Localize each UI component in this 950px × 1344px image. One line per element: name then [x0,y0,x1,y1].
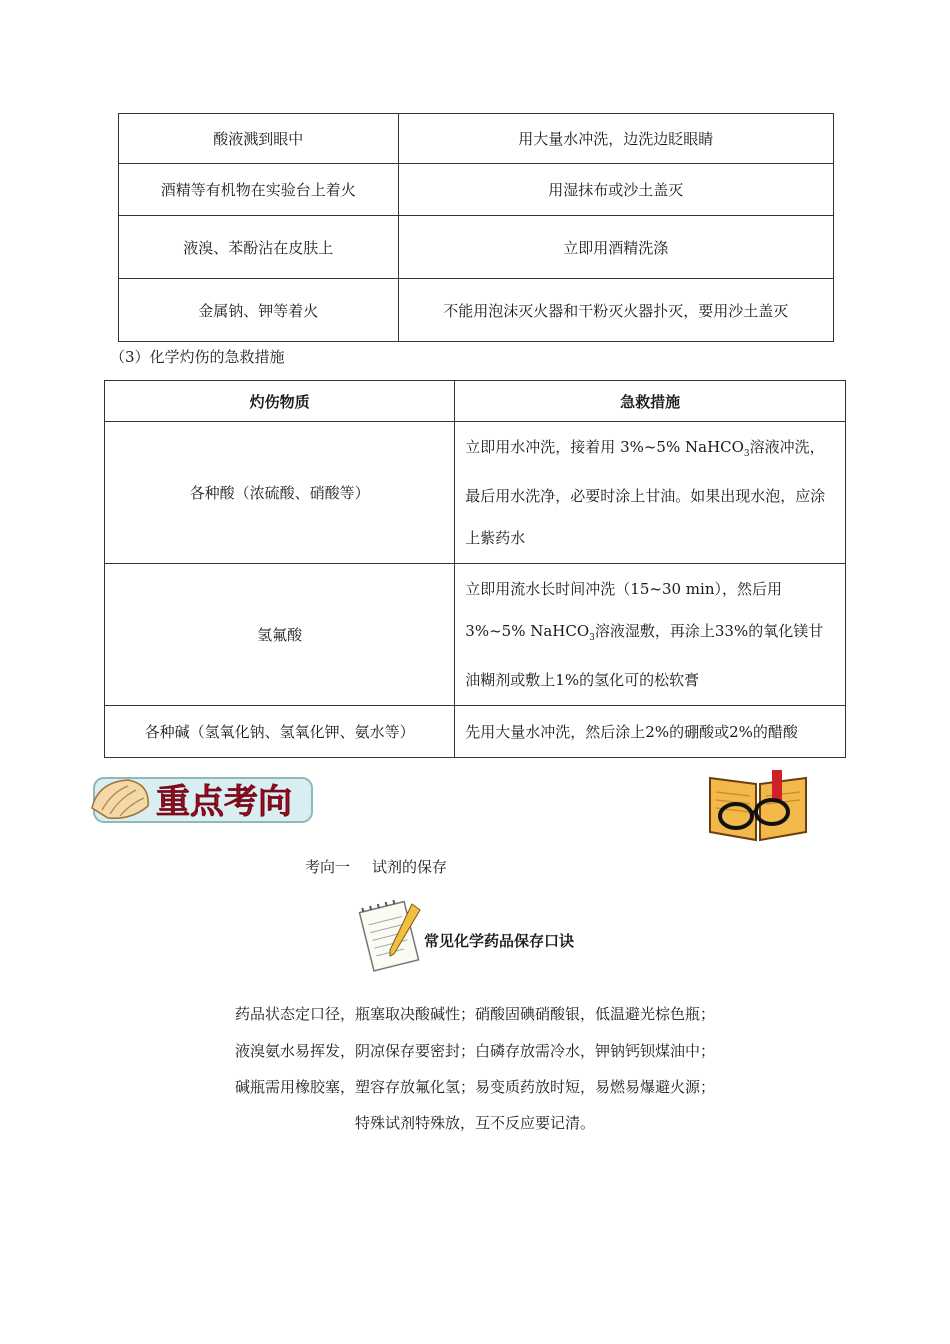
table-cell [455,564,846,706]
topic-title: 试剂的保存 [372,858,448,876]
table-cell [455,706,846,758]
table-cell: 用大量水冲洗，边洗边眨眼睛 [398,114,833,164]
table-row [105,422,846,564]
table-cell: 不能用泡沫灭火器和干粉灭火器扑灭，要用沙土盖灭 [398,279,833,342]
table-cell: 金属钠、钾等着火 [119,279,399,342]
table-cell: 立即用酒精洗涤 [398,216,833,279]
table-cell: 酸液溅到眼中 [119,114,399,164]
column-header: 灼伤物质 [105,381,455,422]
rhyme-title: 常见化学药品保存口诀 [424,932,575,950]
method-text: 溶液冲洗，最后用水洗净，必要时涂上甘油。如果出现水泡，应涂上紫药水 [465,438,826,547]
table-cell: 用湿抹布或沙土盖灭 [398,164,833,216]
banner-text: 重点考向 [156,782,292,822]
method-text: 溶液湿敷，再涂上33%的氧化镁甘油糊剂或敷上1%的氢化可的松软膏 [465,622,824,689]
section-heading: （3）化学灼伤的急救措施 [110,348,285,366]
table-cell: 酒精等有机物在实验台上着火 [119,164,399,216]
table-cell: 液溴、苯酚沾在皮肤上 [119,216,399,279]
table-row [119,216,834,279]
table-cell [455,422,846,564]
table-row [119,114,834,164]
table-row [119,164,834,216]
table-cell: 氢氟酸 [105,564,455,706]
key-points-banner [88,768,318,830]
subscript: 3 [743,449,750,459]
rhyme-line: 液溴氨水易挥发，阴凉保存要密封；白磷存放需冷水，钾钠钙钡煤油中； [234,1042,715,1060]
safety-table [118,113,834,342]
table-row [105,706,846,758]
table-row [105,564,846,706]
method-text: 先用大量水冲洗，然后涂上2%的硼酸或2%的醋酸 [465,722,798,741]
rhyme-line: 碱瓶需用橡胶塞，塑容存放氟化氢；易变质药放时短，易燃易爆避火源； [234,1078,715,1096]
method-text: 立即用流水长时间冲洗（15~30 min），然后用 3%~5% NaHCO [465,580,782,640]
table-row [119,279,834,342]
notepad-icon [356,896,424,976]
method-text: 立即用水冲洗，接着用 3%~5% NaHCO [465,438,744,456]
burn-first-aid-table [104,380,846,758]
rhyme-line: 特殊试剂特殊放，互不反应要记清。 [354,1114,595,1132]
rhyme-line: 药品状态定口径，瓶塞取决酸碱性；硝酸固碘硝酸银，低温避光棕色瓶； [234,1005,715,1023]
topic-number: 考向一 [305,858,351,876]
subscript: 3 [589,633,595,643]
table-cell: 各种碱（氢氧化钠、氢氧化钾、氨水等） [105,706,455,758]
table-header-row [105,381,846,422]
column-header: 急救措施 [455,381,846,422]
topic-heading [305,856,447,877]
table-cell: 各种酸（浓硫酸、硝酸等） [105,422,455,564]
book-glasses-icon [706,770,810,844]
